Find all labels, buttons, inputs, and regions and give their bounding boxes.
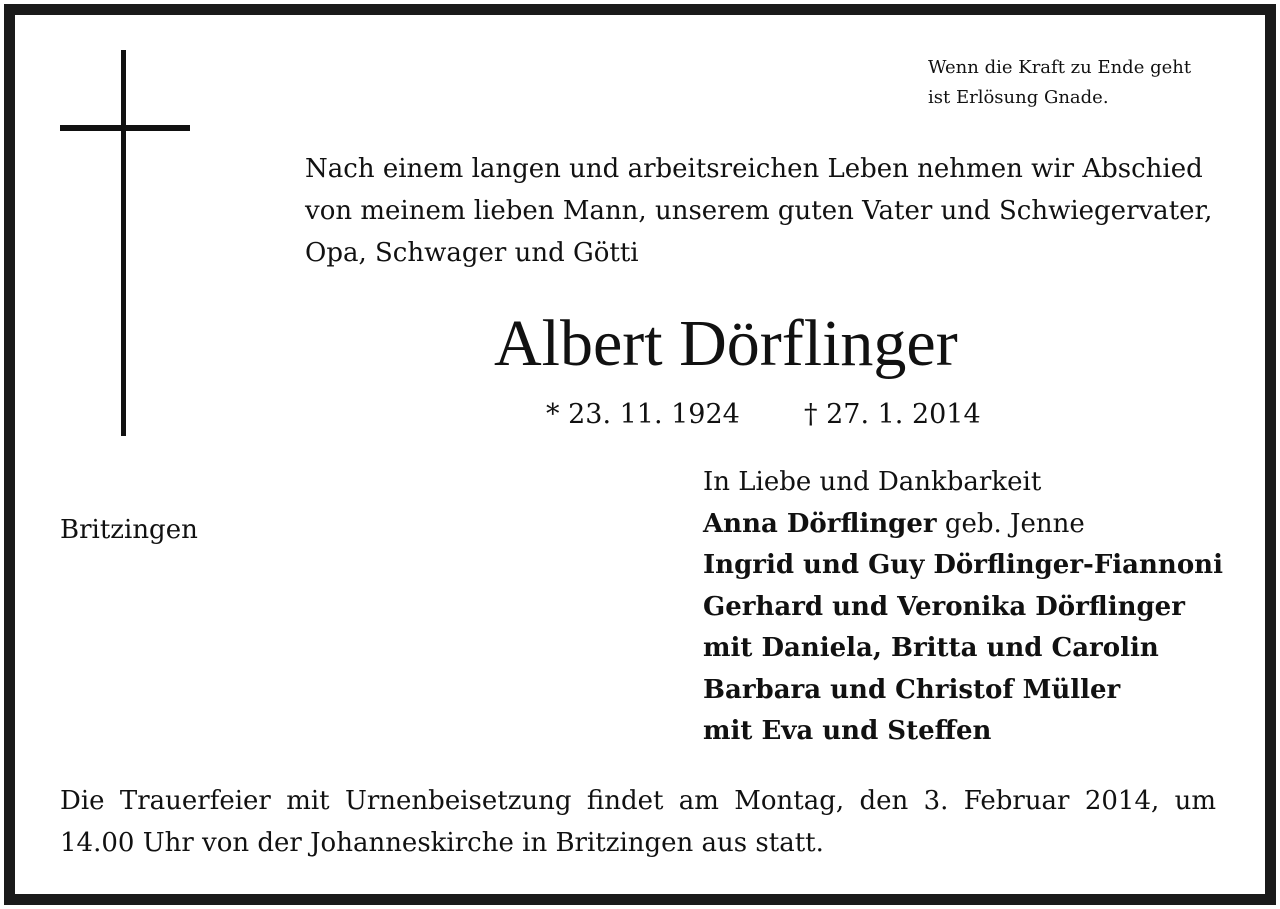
spouse-maiden-name: geb. Jenne — [936, 508, 1085, 539]
family-signatures — [703, 462, 1223, 753]
ceremony-notice — [60, 780, 1216, 864]
deceased-name: Albert Dörflinger — [494, 307, 958, 380]
ceremony-line: 14.00 Uhr von der Johanneskirche in Britzingen aus statt. — [60, 828, 824, 858]
family-member: mit Eva und Steffen — [703, 716, 992, 746]
place-name: Britzingen — [60, 515, 198, 545]
motto-line: ist Erlösung Gnade. — [928, 87, 1109, 108]
family-member: Gerhard und Veronika Dörflinger — [703, 591, 1185, 622]
ceremony-line: Die Trauerfeier mit Urnenbeisetzung findet am Montag, den 3. Februar 2014, um — [60, 786, 1216, 816]
obituary-frame — [4, 4, 1276, 905]
motto — [928, 53, 1191, 113]
family-member: Barbara und Christof Müller — [703, 674, 1121, 705]
birth-date: * 23. 11. 1924 — [546, 399, 740, 430]
intro-line: von meinem lieben Mann, unserem guten Vater und Schwiegervater, — [305, 196, 1213, 226]
motto-line: Wenn die Kraft zu Ende geht — [928, 57, 1192, 78]
cross-vertical-bar — [121, 50, 126, 436]
family-member: Ingrid und Guy Dörflinger-Fiannoni — [703, 550, 1223, 580]
cross-horizontal-bar — [60, 125, 190, 131]
intro-line: Opa, Schwager und Götti — [305, 238, 639, 268]
intro-text — [305, 148, 1212, 274]
spouse-name: Anna Dörflinger — [703, 508, 937, 539]
family-spouse — [703, 504, 1223, 546]
death-date: † 27. 1. 2014 — [804, 399, 981, 430]
family-member: mit Daniela, Britta und Carolin — [703, 633, 1159, 663]
family-intro: In Liebe und Dankbarkeit — [703, 467, 1042, 497]
intro-line: Nach einem langen und arbeitsreichen Leben nehmen wir Abschied — [305, 154, 1203, 184]
